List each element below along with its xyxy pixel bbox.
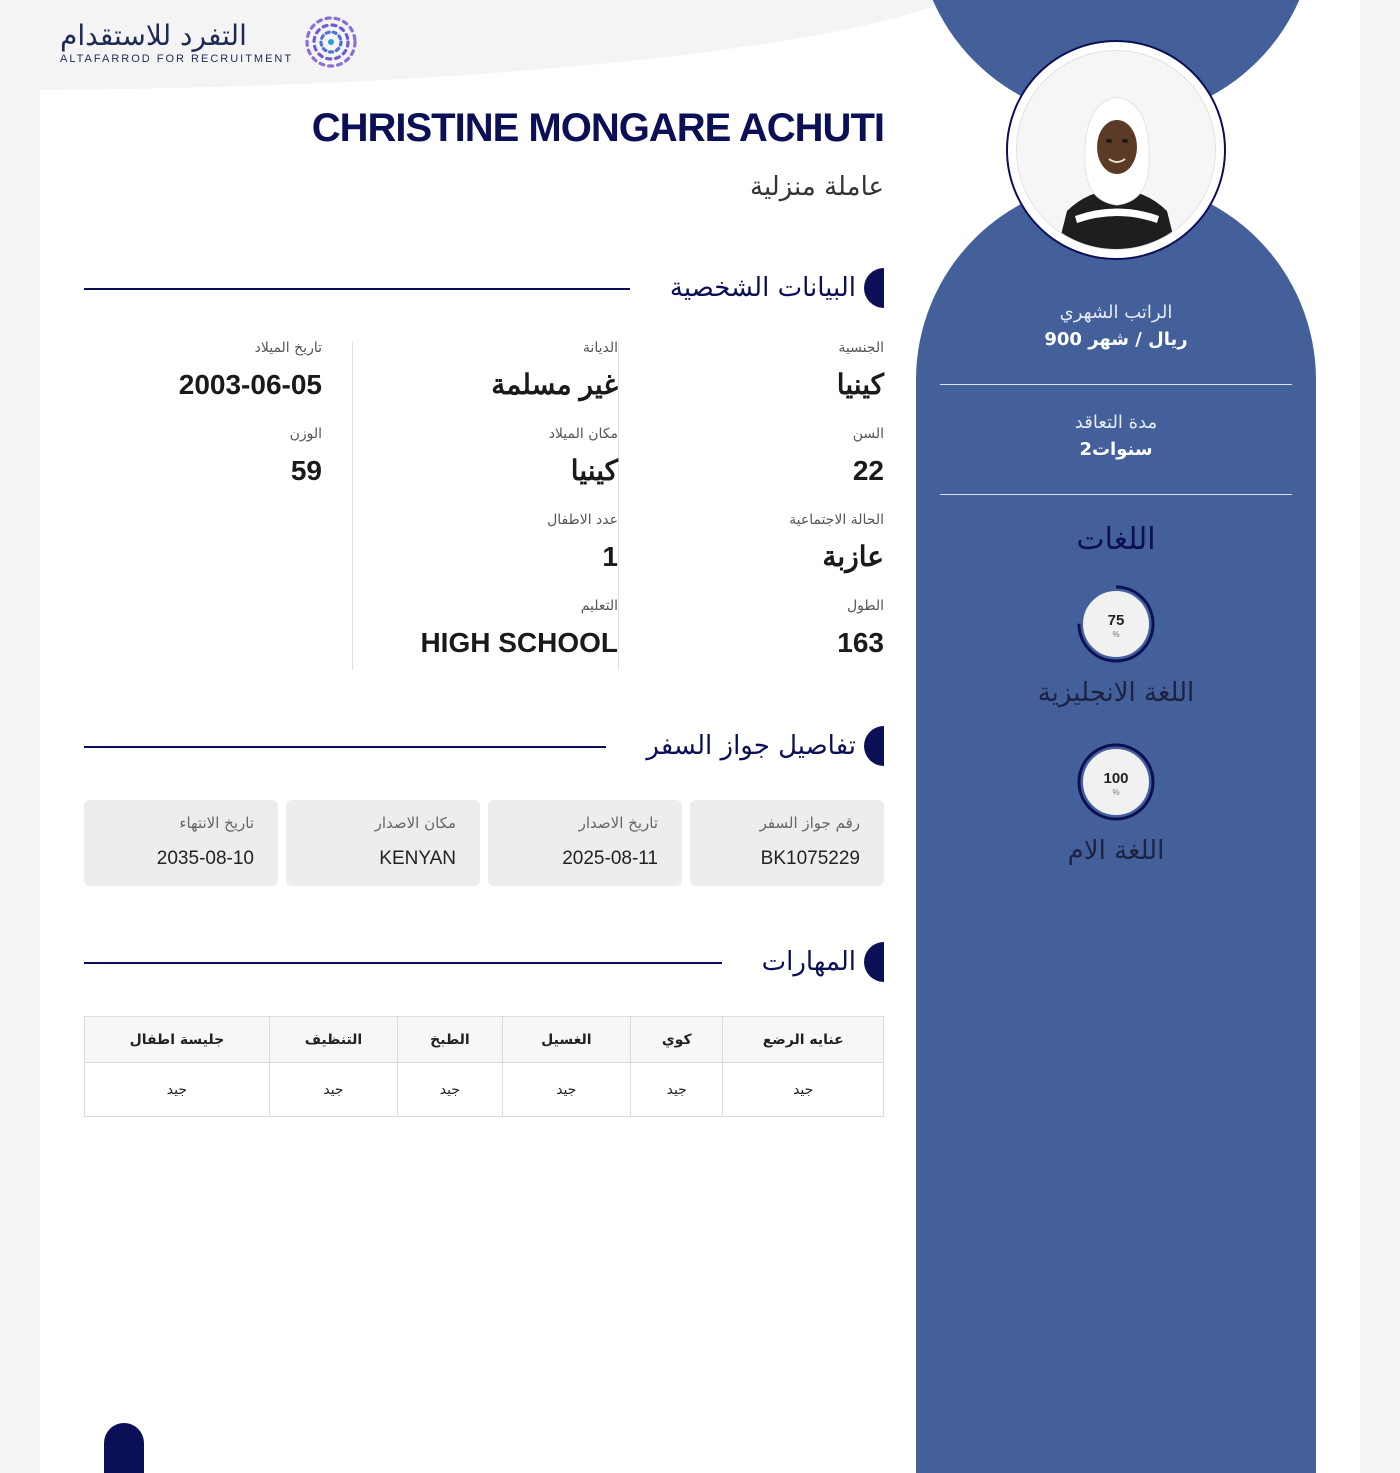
nationality-value: كينيا [836,369,884,400]
age-label: السن [852,426,884,442]
children-count-label: عدد الاطفال [547,512,618,528]
logo-english-name: ALTAFARROD FOR RECRUITMENT [60,53,294,65]
section-rule [84,746,606,748]
skill-header: جليسة اطفال [85,1017,270,1063]
company-logo [60,14,359,70]
section-rule [84,962,722,964]
english-percent: 75 [1107,612,1125,629]
skill-header: الطبخ [398,1017,502,1063]
profile-photo [1016,50,1216,250]
personal-section-title: البيانات الشخصية [669,273,856,303]
expiry-date-label: تاريخ الانتهاء [179,814,254,832]
english-percent-unit: % [1112,630,1120,639]
issue-place-card [286,800,480,886]
religion-value: غير مسلمة [491,369,618,400]
passport-number-value: BK1075229 [760,848,860,869]
education-value: HIGH SCHOOL [420,627,618,658]
logo-arabic-name: التفرد للاستقدام [60,19,247,52]
age-value: 22 [852,455,884,486]
passport-section-header [84,726,884,766]
salary-value: 900 ريال / شهر [1044,329,1188,350]
birthplace-label: مكان الميلاد [548,426,618,442]
passport-number-label: رقم جواز السفر [759,814,860,832]
religion-label: الديانة [582,340,618,356]
height-value: 163 [837,627,884,658]
native-percent: 100 [1103,770,1129,787]
native-level-ring [1076,742,1156,822]
education-label: التعليم [580,598,618,614]
passport-cards [84,800,884,886]
sidebar-panel [916,180,1316,1473]
skill-level: جيد [502,1063,630,1117]
skills-table [84,1016,884,1117]
skills-section-header [84,942,884,982]
english-level-ring [1076,584,1156,664]
skills-section-title: المهارات [761,947,856,977]
issue-date-card [488,800,682,886]
column-divider [618,342,619,670]
skill-level: جيد [398,1063,502,1117]
cv-page [40,0,1360,1473]
birth-date-label: تاريخ الميلاد [254,340,322,356]
native-language-name: اللغة الام [1067,836,1165,866]
salary-label: الراتب الشهري [1059,302,1173,323]
skill-level: جيد [723,1063,884,1117]
section-tab-marker [864,942,884,982]
marital-status-label: الحالة الاجتماعية [789,512,884,528]
bottom-tab-marker [104,1423,144,1473]
profile-photo-frame [1006,40,1226,260]
contract-value: 2سنوات [1079,439,1153,460]
passport-number-card [690,800,884,886]
person-photo-icon [1017,51,1216,250]
issue-date-label: تاريخ الاصدار [578,814,658,832]
issue-date-value: 2025-08-11 [562,848,658,869]
logo-dots-icon [303,14,359,70]
english-language-name: اللغة الانجليزية [1037,678,1195,708]
skill-level: جيد [631,1063,723,1117]
skills-value-row [85,1063,884,1117]
personal-section-header [84,268,884,308]
birth-date-value: 2003-06-05 [178,369,322,400]
salary-block [940,302,1292,350]
height-label: الطول [846,598,884,614]
candidate-name: CHRISTINE MONGARE ACHUTI [311,106,884,150]
native-percent-unit: % [1112,788,1120,797]
skill-level: جيد [269,1063,397,1117]
skill-header: عنايه الرضع [723,1017,884,1063]
personal-column-3 [82,340,322,512]
sidebar [916,0,1316,1473]
sidebar-divider [940,384,1292,385]
expiry-date-value: 2035-08-10 [156,848,254,869]
expiry-date-card [84,800,278,886]
sidebar-divider [940,494,1292,495]
section-tab-marker [864,726,884,766]
column-divider [352,342,353,670]
section-rule [84,288,630,290]
skills-header-row [85,1017,884,1063]
contract-block [940,412,1292,460]
birthplace-value: كينيا [570,455,618,486]
job-title: عاملة منزلية [750,172,884,202]
children-count-value: 1 [602,541,618,572]
skill-header: كوي [631,1017,723,1063]
personal-column-1 [618,340,884,684]
contract-label: مدة التعاقد [1074,412,1158,433]
weight-label: الوزن [289,426,322,442]
marital-status-value: عازبة [822,541,884,572]
weight-value: 59 [290,455,322,486]
issue-place-label: مكان الاصدار [374,814,456,832]
skill-level: جيد [85,1063,270,1117]
languages-title: اللغات [1076,522,1156,557]
skill-header: الغسيل [502,1017,630,1063]
issue-place-value: KENYAN [379,848,456,869]
skill-header: التنظيف [269,1017,397,1063]
nationality-label: الجنسية [838,340,884,356]
passport-section-title: تفاصيل جواز السفر [646,731,856,761]
personal-column-2 [352,340,618,684]
section-tab-marker [864,268,884,308]
